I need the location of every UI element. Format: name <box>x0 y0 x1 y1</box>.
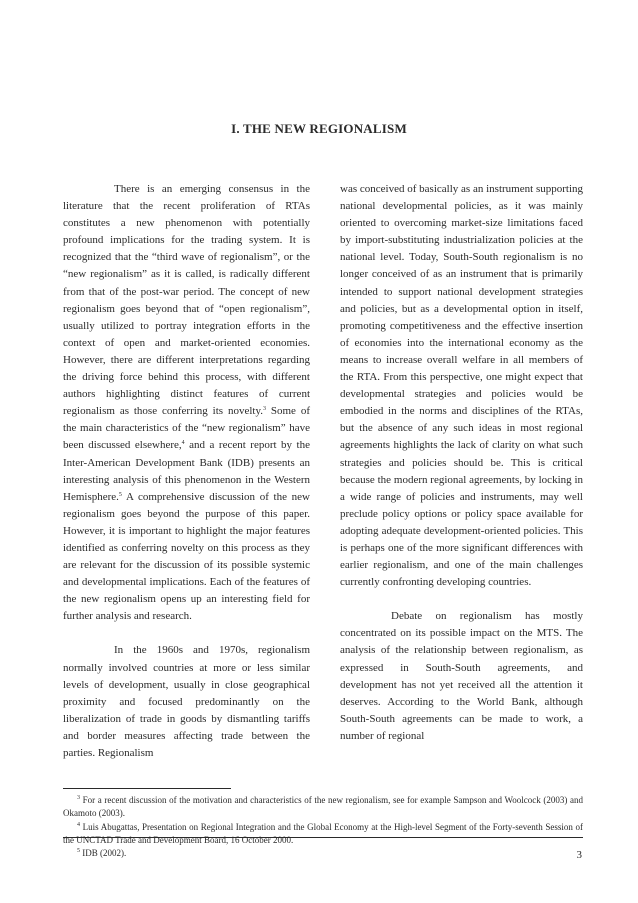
paragraph-instrument-continuation: was conceived of basically as an instrument supporting national developmental policies, as it was mainly oriented to overcoming market-size limitations faced by import-substituting industrialization policies at the national level. Today, South-South regionalism is no longer conceived of as an instrument that is primarily intended to support national development strategies and policies, but as a developmental option in itself, promoting competitiveness and the effective insertion of economies into the international economy as the means to increase overall welfare in all members of the RTA. From this perspective, one might expect that developmental strategies and policies would be embodied in the norms and disciplines of the RTAs, but the absence of any such ideas in most regional agreements highlights the lack of clarity on what such strategies and policies should be. This is critical because the modern regional agreements, by locking in a wide range of policies and instruments, may well preclude policy options or policy space available for adopting adequate development-oriented policies. This is perhaps one of the more significant differences with earlier regionalism, and one of the main challenges currently confronting developing countries. <box>340 183 583 589</box>
footnote-text: For a recent discussion of the motivation and characteristics of the new regionalism, see for example Sampson and Woolcock (2003) and Okamoto (2003). <box>63 795 583 819</box>
paragraph-text: and a recent report by the Inter-American Development Bank (IDB) presents an interesting analysis of this phenomenon in the Western Hemisphere. <box>63 439 310 503</box>
paragraph-debate-on-regionalism: Debate on regionalism has mostly concentrated on its possible impact on the MTS. The analysis of the relationship between regionalism, as expressed in South-South agreements, and development has not yet received all the attention it deserves. According to the World Bank, although South-South agreements can be made to work, a number of regional <box>340 610 583 742</box>
page-title: I. THE NEW REGIONALISM <box>231 121 407 136</box>
left-column <box>63 181 310 762</box>
page-number: 3 <box>576 849 582 861</box>
paragraph-text: Some of the main characteristics of the “new regionalism” have been discussed elsewhere, <box>63 405 310 452</box>
footnote-text: Luis Abugattas, Presentation on Regional Integration and the Global Economy at the High-level Segment of the Forty-seventh Session of the UNCTAD Trade and Development Board, 16 October 2000. <box>63 821 583 845</box>
footnote-ref-3[interactable]: 3 <box>262 406 266 413</box>
paragraph-text: A comprehensive discussion of the new regionalism goes beyond the purpose of this paper. However, it is important to highlight the major features identified as conferring novelty on this process as they are relevant for the discussion of its possible systemic and developmental implications. Each of the features of the new regionalism opens up an interesting field for further analysis and research. <box>63 490 310 623</box>
bottom-rule <box>63 837 583 838</box>
paragraph-text: There is an emerging consensus in the literature that the recent proliferation of RTAs constitutes a new phenomenon with potentially profound implications for the trading system. It is recognized that the “third wave of regionalism”, or the “new regionalism” as it is called, is radically different from that of the post-war period. The concept of new regionalism goes beyond that of “open regionalism”, usually utilized to portray integration efforts in the context of open and market-oriented economies. However, there are different interpretations regarding the driving force behind this process, with different authors highlighting distinct features of current regionalism as those conferring its novelty. <box>63 183 310 418</box>
footnote-mark: 5 <box>77 848 80 855</box>
footnote-5 <box>63 847 583 860</box>
footnote-separator <box>63 788 231 789</box>
footnotes <box>63 794 583 860</box>
footnote-mark: 4 <box>77 821 80 828</box>
footnote-ref-5[interactable]: 5 <box>118 491 122 498</box>
footnote-mark: 3 <box>77 795 80 801</box>
paragraph-new-regionalism-consensus <box>63 181 310 625</box>
footnote-3 <box>63 794 583 821</box>
footnote-4 <box>63 821 583 848</box>
right-column <box>340 181 583 745</box>
paragraph-1960s-regionalism: In the 1960s and 1970s, regionalism normally involved countries at more or less similar levels of development, usually in close geographical proximity and focused predominantly on the liberalization of trade in goods by dismantling tariffs and border measures affecting trade between the parties. Regionalism <box>63 644 310 759</box>
footnote-ref-4[interactable]: 4 <box>181 440 185 447</box>
footnote-text: IDB (2002). <box>80 848 127 859</box>
